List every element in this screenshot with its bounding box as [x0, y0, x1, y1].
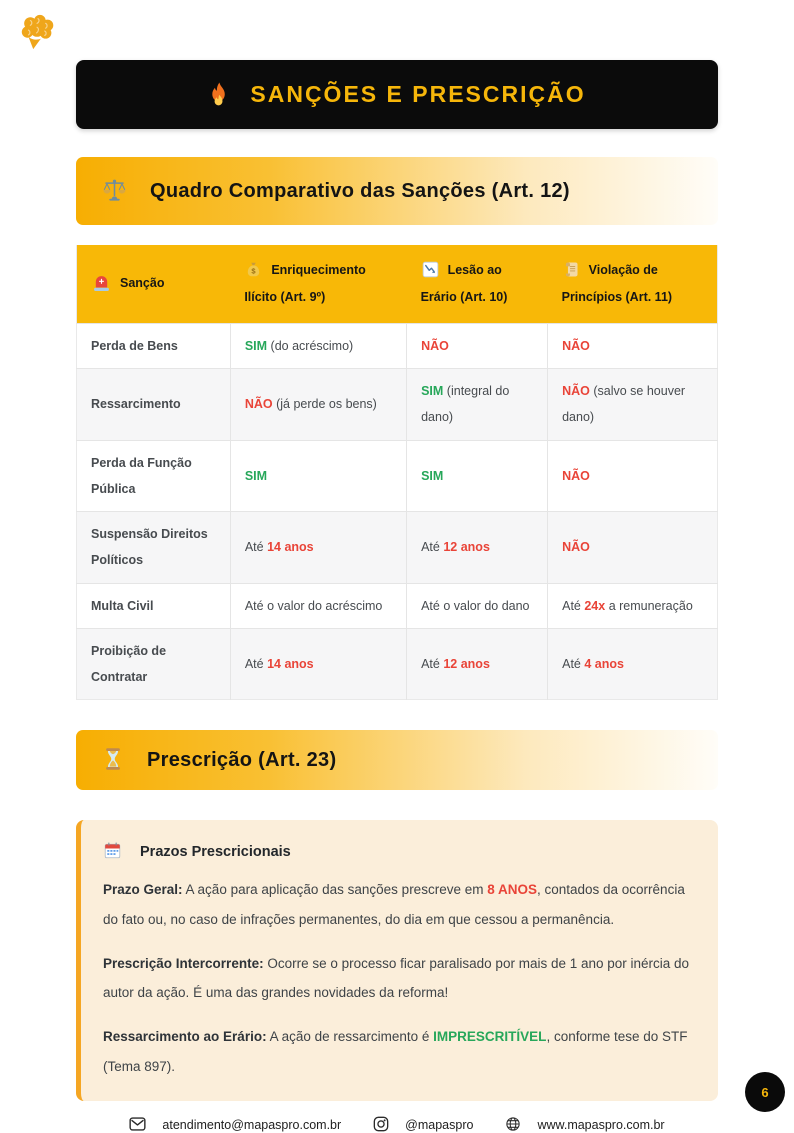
row-label: Proibição de Contratar: [77, 628, 231, 700]
page-title-banner: [76, 60, 718, 129]
table-cell: [230, 583, 406, 628]
footer-item-text: @mapaspro: [405, 1118, 474, 1133]
text-segment-plain: Até: [562, 656, 585, 671]
column-header-3: [548, 245, 718, 323]
instagram-icon: [373, 1116, 389, 1132]
table-cell: [548, 323, 718, 368]
callout-title-text: Prazos Prescricionais: [140, 843, 291, 860]
text-segment-green: SIM: [244, 338, 268, 353]
table-cell: [548, 628, 718, 700]
table-cell: [407, 583, 548, 628]
scales-icon: [102, 178, 127, 203]
scroll-icon: [562, 260, 581, 279]
column-header-label: Sanção: [120, 276, 165, 291]
table-cell: [548, 583, 718, 628]
text-segment-red: 14 anos: [267, 656, 314, 671]
footer-item-text: atendimento@mapaspro.com.br: [162, 1118, 342, 1133]
svg-text:$: $: [251, 266, 256, 276]
callout-paragraph: [103, 949, 692, 1008]
envelope-icon: [129, 1117, 146, 1131]
table-cell: [230, 628, 406, 700]
text-segment-plain: Ocorre se o processo ficar paralisado por mais de 1 ano por inércia do autor da ação. É uma das grandes novidades da reforma!: [103, 955, 690, 1001]
callout-paragraph: [103, 875, 692, 934]
table-row: [77, 583, 718, 628]
text-segment-plain: Até: [421, 540, 444, 555]
table-row: [77, 440, 718, 512]
footer: [76, 1117, 718, 1133]
footer-item: [373, 1117, 473, 1133]
table-row: [77, 369, 718, 441]
text-segment-green: IMPRESCRITÍVEL: [433, 1029, 547, 1044]
brain-logo-icon: [17, 12, 59, 52]
table-row: [77, 628, 718, 700]
text-segment-green: SIM: [421, 468, 444, 483]
money-bag-icon: [244, 260, 263, 279]
row-label: Suspensão Direitos Políticos: [77, 512, 231, 584]
text-segment-red: NÃO: [562, 540, 590, 555]
text-segment-plain: , contados da ocorrência do fato ou, no caso de infrações permanentes, do dia em que cessou a permanência.: [103, 882, 685, 927]
table-cell: [548, 369, 718, 441]
table-cell: [548, 512, 718, 584]
callout-title: [103, 842, 692, 861]
prazos-prescricionais-callout: [76, 820, 718, 1101]
column-header-label: Enriquecimento Ilícito (Art. 9º): [244, 263, 366, 304]
table-cell: [407, 628, 548, 700]
text-segment-plain: Até o valor do dano: [421, 598, 530, 613]
row-label: Multa Civil: [77, 583, 231, 628]
column-header-label: Violação de Princípios (Art. 11): [561, 263, 673, 304]
footer-item-text: www.mapaspro.com.br: [537, 1118, 665, 1133]
callout-paragraph: [103, 1022, 692, 1081]
globe-icon: [505, 1116, 521, 1132]
text-segment-green: SIM: [244, 468, 268, 483]
page-number-badge: 6: [745, 1072, 785, 1112]
footer-item: [505, 1117, 664, 1133]
text-segment-plain: Até: [244, 656, 268, 671]
table-cell: [230, 512, 406, 584]
table-cell: [548, 440, 718, 512]
table-cell: [230, 323, 406, 368]
text-segment-bold: Ressarcimento ao Erário:: [103, 1029, 267, 1044]
section-banner-prescricao: [76, 730, 718, 790]
table-cell: [407, 369, 548, 441]
table-cell: [407, 440, 548, 512]
sanctions-comparison-table: [76, 245, 718, 700]
section-banner-quadro-comparativo: [76, 157, 718, 225]
text-segment-plain: Até: [562, 598, 585, 613]
text-segment-plain: A ação para aplicação das sanções prescreve em: [182, 882, 488, 898]
column-header-1: [230, 245, 406, 323]
column-header-label: Lesão ao Erário (Art. 10): [420, 263, 508, 304]
row-label: Ressarcimento: [77, 369, 231, 441]
text-segment-plain: (integral do dano): [421, 384, 510, 425]
text-segment-red: 14 anos: [267, 540, 314, 555]
chart-down-icon: [421, 260, 440, 279]
text-segment-plain: Até: [244, 540, 268, 555]
text-segment-plain: Até: [421, 656, 444, 671]
table-cell: [407, 512, 548, 584]
text-segment-plain: (já perde os bens): [272, 397, 377, 412]
text-segment-bold: Prazo Geral:: [103, 882, 183, 898]
text-segment-plain: A ação de ressarcimento é: [266, 1029, 434, 1044]
text-segment-plain: (salvo se houver dano): [562, 384, 686, 425]
text-segment-red: 12 anos: [443, 656, 490, 671]
section-title-quadro-comparativo: Quadro Comparativo das Sanções (Art. 12): [150, 179, 570, 202]
table-header-row: [77, 245, 718, 323]
text-segment-red: 12 anos: [443, 540, 490, 555]
text-segment-plain: (do acréscimo): [267, 338, 354, 353]
page: [76, 0, 718, 1133]
text-segment-red: NÃO: [421, 338, 449, 353]
row-label: Perda da Função Pública: [77, 440, 231, 512]
text-segment-plain: , conforme tese do STF (Tema 897).: [103, 1029, 688, 1074]
table-cell: [230, 369, 406, 441]
footer-item: [129, 1118, 341, 1132]
hourglass-icon: [102, 747, 124, 771]
text-segment-plain: a remuneração: [605, 598, 693, 613]
text-segment-red: 4 anos: [584, 656, 624, 671]
table-row: [77, 323, 718, 368]
table-row: [77, 512, 718, 584]
page-title: SANÇÕES E PRESCRIÇÃO: [250, 81, 586, 107]
section-title-prescricao: Prescrição (Art. 23): [147, 748, 337, 771]
fire-icon: [208, 81, 230, 107]
column-header-0: [77, 245, 231, 323]
calendar-icon: [103, 841, 122, 860]
text-segment-red: NÃO: [562, 384, 590, 398]
column-header-2: [407, 245, 548, 323]
siren-icon: [91, 273, 112, 294]
text-segment-green: SIM: [421, 384, 444, 398]
table-cell: [407, 323, 548, 368]
text-segment-red: NÃO: [562, 338, 590, 353]
table-cell: [230, 440, 406, 512]
text-segment-red: NÃO: [562, 468, 590, 483]
text-segment-red: 8 ANOS: [487, 882, 537, 898]
text-segment-plain: Até o valor do acréscimo: [244, 598, 383, 613]
row-label: Perda de Bens: [77, 323, 231, 368]
text-segment-bold: Prescrição Intercorrente:: [103, 955, 264, 971]
text-segment-red: 24x: [584, 598, 606, 613]
text-segment-red: NÃO: [244, 397, 273, 412]
